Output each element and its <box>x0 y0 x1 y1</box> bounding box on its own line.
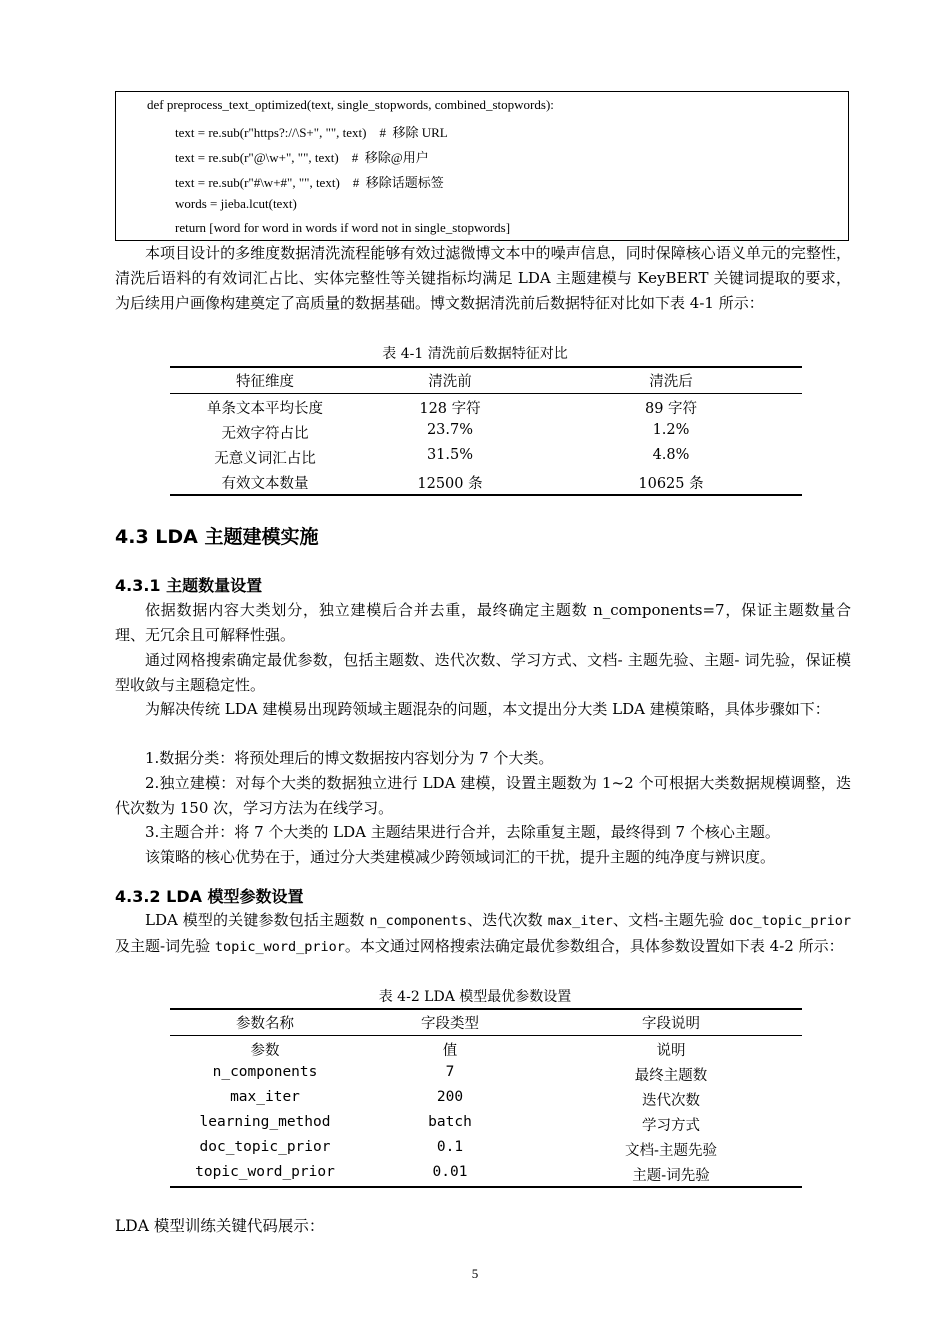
table-cell: doc_topic_prior <box>199 1139 331 1155</box>
list-item: 2.独立建模：对每个大类的数据独立进行 LDA 建模，设置主题数为 1~2 个可根据大类数据规模调整，迭代次数为 150 次，学习方法为在线学习。 <box>115 774 851 817</box>
list-item: 1.数据分类：将预处理后的博文数据按内容划分为 7 个大类。 <box>145 749 554 767</box>
code-line: words = jieba.lcut(text) <box>175 196 297 211</box>
table-cell: 4.8% <box>652 447 690 463</box>
table-cell: topic_word_prior <box>195 1164 335 1180</box>
table-cell: 迭代次数 <box>642 1093 700 1109</box>
table-header-cell: 清洗后 <box>649 374 693 390</box>
text-run: 、迭代次数 <box>466 911 548 929</box>
page-number: 5 <box>471 1266 479 1281</box>
table-header-cell: 字段类型 <box>421 1016 479 1032</box>
subsection-heading: 4.3.1 主题数量设置 <box>115 576 263 595</box>
subsection-heading: 4.3.2 LDA 模型参数设置 <box>115 887 304 906</box>
table-header-rule <box>170 1035 802 1036</box>
table-cell: 无效字符占比 <box>221 426 309 442</box>
text-run: LDA 模型的关键参数包括主题数 <box>145 911 370 929</box>
table-cell: batch <box>428 1114 472 1130</box>
table-header-cell: 参数名称 <box>236 1016 294 1032</box>
table-caption: 表 4-2 LDA 模型最优参数设置 <box>378 989 572 1005</box>
table-cell: 128 字符 <box>419 401 481 417</box>
code-line: text = re.sub(r"@\w+", "", text) # 移除@用户 <box>175 150 429 165</box>
paragraph: LDA 模型训练关键代码展示： <box>115 1217 325 1235</box>
table-cell: learning_method <box>199 1114 331 1130</box>
table-cell: 1.2% <box>652 422 690 438</box>
table-bottom-rule <box>170 494 802 496</box>
code-line: def preprocess_text_optimized(text, single_stopwords, combined_stopwords): <box>147 97 554 112</box>
table-top-rule <box>170 1008 802 1010</box>
table-cell: 单条文本平均长度 <box>207 401 323 417</box>
paragraph <box>115 908 851 960</box>
table-cell: 10625 条 <box>638 476 704 492</box>
section-heading: 4.3 LDA 主题建模实施 <box>115 526 319 548</box>
table-caption: 表 4-1 清洗前后数据特征对比 <box>382 346 568 362</box>
table-cell: 0.1 <box>436 1139 464 1155</box>
code-term: n_components <box>369 913 467 929</box>
code-line: text = re.sub(r"#\w+#", "", text) # 移除话题标签 <box>175 175 444 190</box>
table-cell: 最终主题数 <box>634 1068 708 1084</box>
table-cell: 参数 <box>250 1043 280 1059</box>
text-run: 。本文通过网格搜索法确定最优参数组合，具体参数设置如下表 4-2 所示： <box>344 937 844 955</box>
paragraph: 本项目设计的多维度数据清洗流程能够有效过滤微博文本中的噪声信息，同时保障核心语义单元的完整性，清洗后语料的有效词汇占比、实体完整性等关键指标均满足 LDA 主题建模与 KeyBERT 关键词提取的要求，为后续用户画像构建奠定了高质量的数据基础。博文数据清洗前后数据特征对比如下表 4-1 所示： <box>115 244 851 312</box>
code-term: doc_topic_prior <box>729 913 851 929</box>
table-cell: 200 <box>436 1089 464 1105</box>
table-cell: 12500 条 <box>417 476 483 492</box>
code-line: return [word for word in words if word not in single_stopwords] <box>175 220 511 235</box>
table-header-cell: 清洗前 <box>428 374 472 390</box>
table-cell: 有效文本数量 <box>221 476 309 492</box>
paragraph: 该策略的核心优势在于，通过分大类建模减少跨领域词汇的干扰，提升主题的纯净度与辨识度。 <box>145 848 776 866</box>
table-cell: 89 字符 <box>644 401 698 417</box>
table-cell: 说明 <box>656 1043 686 1059</box>
table-cell: 文档-主题先验 <box>625 1143 717 1159</box>
paragraph: 为解决传统 LDA 建模易出现跨领域主题混杂的问题，本文提出分大类 LDA 建模策略，具体步骤如下： <box>145 700 830 718</box>
table-cell: 值 <box>442 1043 458 1059</box>
paragraph: 依据数据内容大类划分，独立建模后合并去重，最终确定主题数 n_components=7，保证主题数量合理、无冗余且可解释性强。 <box>115 601 851 644</box>
code-term: topic_word_prior <box>214 939 345 955</box>
table-header-rule <box>170 393 802 394</box>
code-line: text = re.sub(r"https?://\S+", "", text) # 移除 URL <box>175 125 448 140</box>
table-cell: 主题-词先验 <box>632 1168 710 1184</box>
table-header-cell: 特征维度 <box>236 374 294 390</box>
table-cell: 0.01 <box>432 1164 468 1180</box>
table-cell: 无意义词汇占比 <box>214 451 316 467</box>
text-run: 、文档-主题先验 <box>612 911 730 929</box>
table-top-rule <box>170 366 802 368</box>
table-cell: 23.7% <box>426 422 474 438</box>
table-cell: 31.5% <box>426 447 474 463</box>
table-cell: max_iter <box>230 1089 300 1105</box>
code-block <box>115 91 849 241</box>
table-cell: 7 <box>445 1064 455 1080</box>
paragraph: 通过网格搜索确定最优参数，包括主题数、迭代次数、学习方式、文档- 主题先验、主题- 词先验，保证模型收敛与主题稳定性。 <box>115 651 851 694</box>
table-cell: n_components <box>212 1064 318 1080</box>
code-term: max_iter <box>547 913 613 929</box>
table-bottom-rule <box>170 1186 802 1188</box>
list-item: 3.主题合并：将 7 个大类的 LDA 主题结果进行合并，去除重复主题，最终得到 7 个核心主题。 <box>145 823 780 841</box>
table-cell: 学习方式 <box>642 1118 700 1134</box>
text-run: 及主题-词先验 <box>115 937 215 955</box>
table-header-cell: 字段说明 <box>642 1016 700 1032</box>
